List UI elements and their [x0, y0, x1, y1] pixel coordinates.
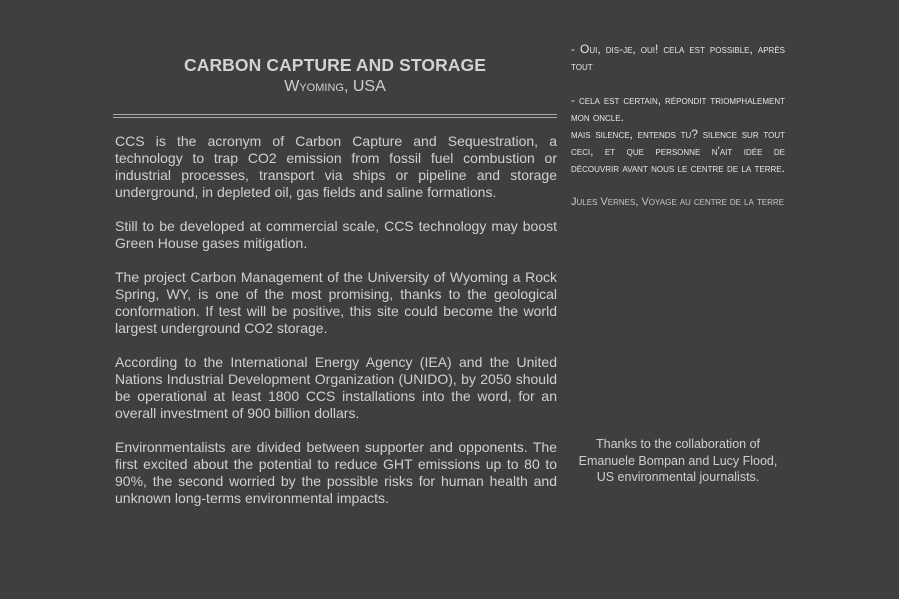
credits-line: Thanks to the collaboration of: [596, 437, 760, 451]
quote-line: - Oui, dis-je, oui! cela est possible, après tout: [571, 42, 785, 73]
article-paragraph: The project Carbon Management of the University of Wyoming a Rock Spring, WY, is one of the most promising, thanks to the geological conformation. If test will be positive, this site could become the world largest underground CO2 storage.: [115, 269, 557, 336]
divider-bottom: [113, 117, 557, 118]
quote-line: - cela est certain, répondit triomphalement mon oncle.: [571, 93, 785, 124]
article-paragraph: Environmentalists are divided between supporter and opponents. The first excited about the potential to reduce GHT emissions up to 80 to 90%, the second worried by the possible risks for human health and unknown long-terms environmental impacts.: [115, 439, 557, 506]
verne-quote: [571, 41, 785, 211]
page-title: CARBON CAPTURE AND STORAGE: [183, 55, 487, 75]
quote-spacer: [571, 75, 785, 92]
credits-line: US environmental journalists.: [596, 470, 760, 484]
quote-attribution: Jules Vernes, Voyage au centre de la terre: [571, 196, 784, 208]
article-paragraph: CCS is the acronym of Carbon Capture and Sequestration, a technology to trap CO2 emission from fossil fuel combustion or industrial processes, transport via ships or pipeline and storage underground, in depleted oil, gas fields and saline formations.: [115, 133, 557, 200]
quote-line: mais silence, entends tu? silence sur tout ceci, et que personne n'ait idée de découvrir avant nous le centre de la terre.: [571, 127, 785, 175]
article-header: [113, 54, 557, 98]
article-body: [115, 133, 557, 524]
credits: [571, 436, 785, 486]
divider-top: [113, 114, 557, 115]
page-subtitle: Wyoming, USA: [284, 78, 386, 95]
article-paragraph: According to the International Energy Agency (IEA) and the United Nations Industrial Development Organization (UNIDO), by 2050 should be operational at least 1800 CCS installations into the word, for an overall investment of 900 billion dollars.: [115, 354, 557, 421]
quote-spacer: [571, 177, 785, 194]
article-paragraph: Still to be developed at commercial scale, CCS technology may boost Green House gases mitigation.: [115, 218, 557, 251]
credits-line: Emanuele Bompan and Lucy Flood,: [578, 453, 778, 468]
